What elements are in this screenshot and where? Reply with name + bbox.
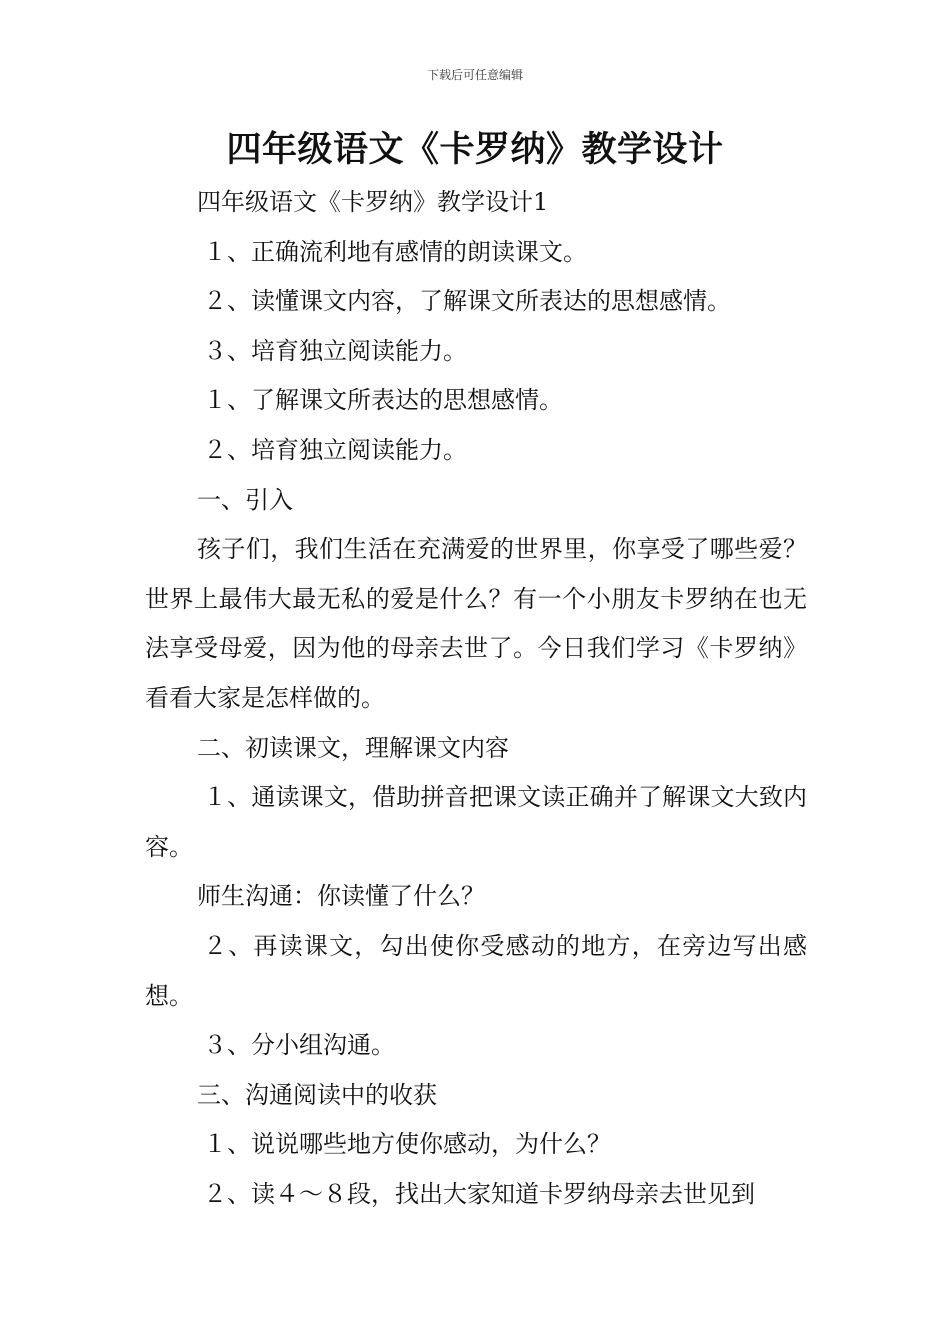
step-3-group-discussion: ３、分小组沟通。: [203, 1031, 395, 1060]
section-heading-share: 三、沟通阅读中的收获: [197, 1080, 437, 1109]
key-point-1: １、了解课文所表达的思想感情。: [203, 386, 563, 415]
teacher-student-exchange: 师生沟通：你读懂了什么？: [197, 882, 485, 911]
intro-paragraph: 孩子们，我们生活在充满爱的世界里，你享受了哪些爱？世界上最伟大最无私的爱是什么？有一个小朋友卡罗纳在也无法享受母爱，因为他的母亲去世了。今日我们学习《卡罗纳》看看大家是怎样做的。: [145, 535, 807, 712]
page-header-note: 下载后可任意编辑: [426, 68, 523, 82]
share-step-2: ２、读４～８段，找出大家知道卡罗纳母亲去世见到: [203, 1179, 755, 1208]
objective-1: １、正确流利地有感情的朗读课文。: [203, 237, 587, 266]
step-1-read-through: １、通读课文，借助拼音把课文读正确并了解课文大致内容。: [145, 783, 807, 861]
objective-3: ３、培育独立阅读能力。: [203, 336, 467, 365]
share-step-1: １、说说哪些地方使你感动，为什么？: [203, 1130, 611, 1159]
document-title: 四年级语文《卡罗纳》教学设计: [226, 130, 724, 170]
step-2-reread: ２、再读课文，勾出使你受感动的地方，在旁边写出感想。: [145, 931, 807, 1010]
section-heading-first-reading: 二、初读课文，理解课文内容: [197, 733, 509, 762]
subtitle-paragraph: 四年级语文《卡罗纳》教学设计1: [197, 188, 549, 216]
key-point-2: ２、培育独立阅读能力。: [203, 435, 467, 464]
section-heading-intro: 一、引入: [197, 485, 293, 514]
objective-2: ２、读懂课文内容，了解课文所表达的思想感情。: [203, 287, 731, 316]
document-body: [145, 178, 807, 1219]
